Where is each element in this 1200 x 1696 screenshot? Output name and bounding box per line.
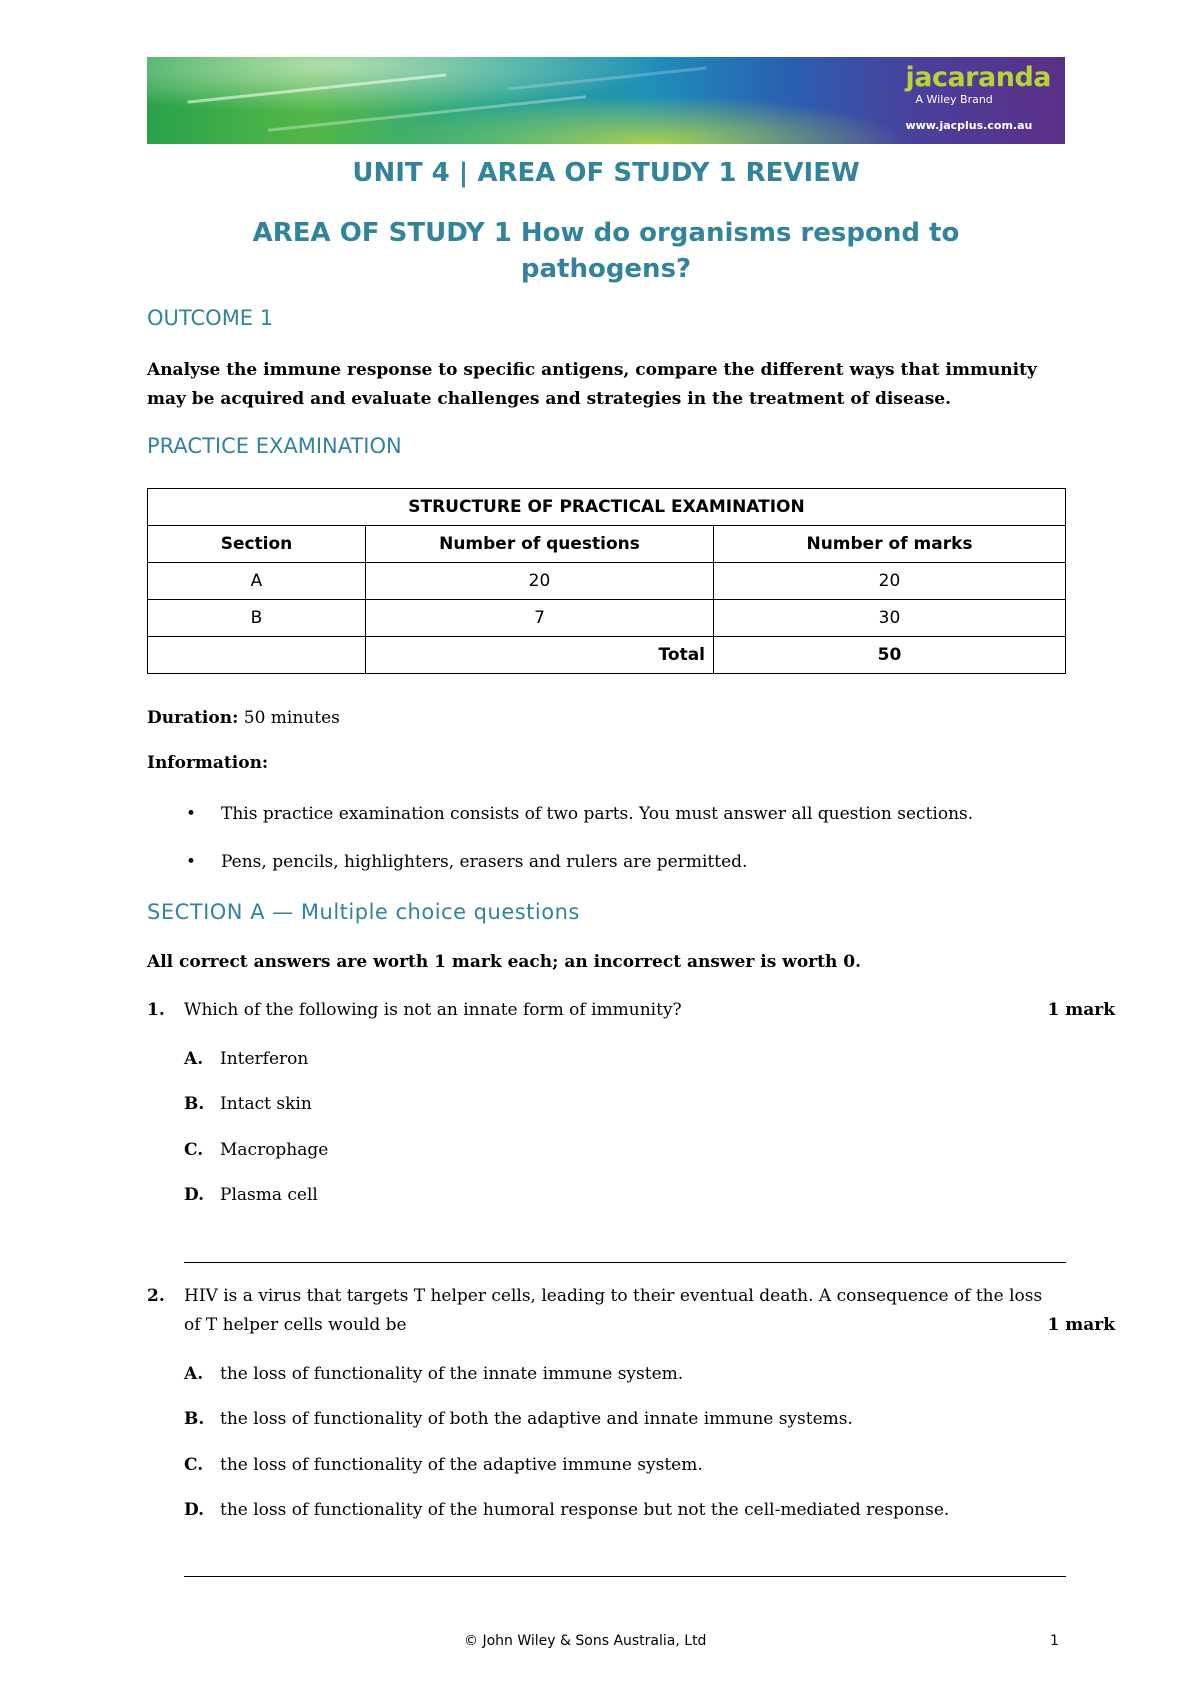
question-marks: 1 mark — [1047, 1315, 1115, 1335]
option-text: the loss of functionality of the humoral response but not the cell-mediated response. — [220, 1500, 950, 1520]
bullet-marker: • — [186, 852, 197, 872]
section-a-heading: SECTION A — Multiple choice questions — [147, 900, 580, 924]
table-cell-empty — [148, 637, 366, 674]
outcome-heading: OUTCOME 1 — [147, 306, 274, 330]
table-row — [148, 600, 1066, 637]
option-letter: D. — [184, 1185, 205, 1205]
table-total-row — [148, 637, 1066, 674]
option-text: Plasma cell — [220, 1185, 318, 1205]
total-label: Total — [366, 637, 714, 674]
duration-line — [147, 708, 340, 728]
outcome-description: Analyse the immune response to specific antigens, compare the different ways that immunity may be acquired and evaluate challenges and strategies in the treatment of disease. — [147, 360, 1037, 409]
question-number: 1. — [147, 1000, 165, 1020]
duration-value: 50 minutes — [243, 708, 340, 728]
question-marks: 1 mark — [1047, 1000, 1115, 1020]
logo-wordmark: jacaranda — [905, 62, 1051, 93]
option-letter: C. — [184, 1455, 204, 1475]
option-letter: B. — [184, 1094, 205, 1114]
header-banner — [147, 57, 1065, 144]
table-cell: B — [148, 600, 366, 637]
question-text: of T helper cells would be — [184, 1315, 407, 1335]
information-bullet: This practice examination consists of two parts. You must answer all question sections. — [221, 804, 974, 824]
answer-divider — [184, 1576, 1066, 1577]
option-text: Interferon — [220, 1049, 309, 1069]
table-cell: A — [148, 563, 366, 600]
option-letter: D. — [184, 1500, 205, 1520]
column-header-questions: Number of questions — [366, 526, 714, 563]
duration-label: Duration: — [147, 708, 239, 728]
bullet-marker: • — [186, 804, 197, 824]
table-row — [148, 563, 1066, 600]
banner-streak — [507, 67, 706, 91]
area-of-study-heading: AREA OF STUDY 1 How do organisms respond to pathogens? — [252, 218, 960, 284]
table-cell: 20 — [714, 563, 1066, 600]
question-text: Which of the following is not an innate form of immunity? — [184, 1000, 682, 1020]
option-text: the loss of functionality of the innate immune system. — [220, 1364, 684, 1384]
table-cell: 30 — [714, 600, 1066, 637]
logo-tagline: A Wiley Brand — [915, 93, 993, 106]
section-a-instruction: All correct answers are worth 1 mark each; an incorrect answer is worth 0. — [147, 952, 861, 972]
banner-streak — [268, 95, 587, 131]
jacaranda-logo — [905, 63, 1051, 133]
option-text: Intact skin — [220, 1094, 312, 1114]
banner-streak — [188, 73, 447, 103]
answer-divider — [184, 1262, 1066, 1263]
practice-exam-heading: PRACTICE EXAMINATION — [147, 434, 402, 458]
column-header-marks: Number of marks — [714, 526, 1066, 563]
option-text: the loss of functionality of the adaptive immune system. — [220, 1455, 703, 1475]
question-text: HIV is a virus that targets T helper cells, leading to their eventual death. A consequence of the loss — [184, 1286, 1043, 1306]
option-letter: A. — [184, 1364, 204, 1384]
option-text: Macrophage — [220, 1140, 329, 1160]
unit-heading: UNIT 4 | AREA OF STUDY 1 REVIEW — [352, 158, 860, 188]
exam-structure-table — [147, 488, 1066, 674]
option-letter: C. — [184, 1140, 204, 1160]
total-value: 50 — [714, 637, 1066, 674]
information-label: Information: — [147, 753, 269, 773]
table-cell: 7 — [366, 600, 714, 637]
option-letter: B. — [184, 1409, 205, 1429]
table-cell: 20 — [366, 563, 714, 600]
logo-url: www.jacplus.com.au — [905, 119, 1033, 132]
column-header-section: Section — [148, 526, 366, 563]
table-caption: STRUCTURE OF PRACTICAL EXAMINATION — [148, 489, 1066, 526]
option-text: the loss of functionality of both the adaptive and innate immune systems. — [220, 1409, 853, 1429]
footer-copyright: © John Wiley & Sons Australia, Ltd — [464, 1633, 707, 1649]
information-bullet: Pens, pencils, highlighters, erasers and rulers are permitted. — [221, 852, 748, 872]
table-caption-row — [148, 489, 1066, 526]
table-header-row — [148, 526, 1066, 563]
option-letter: A. — [184, 1049, 204, 1069]
question-number: 2. — [147, 1286, 165, 1306]
page-number: 1 — [1050, 1633, 1059, 1649]
